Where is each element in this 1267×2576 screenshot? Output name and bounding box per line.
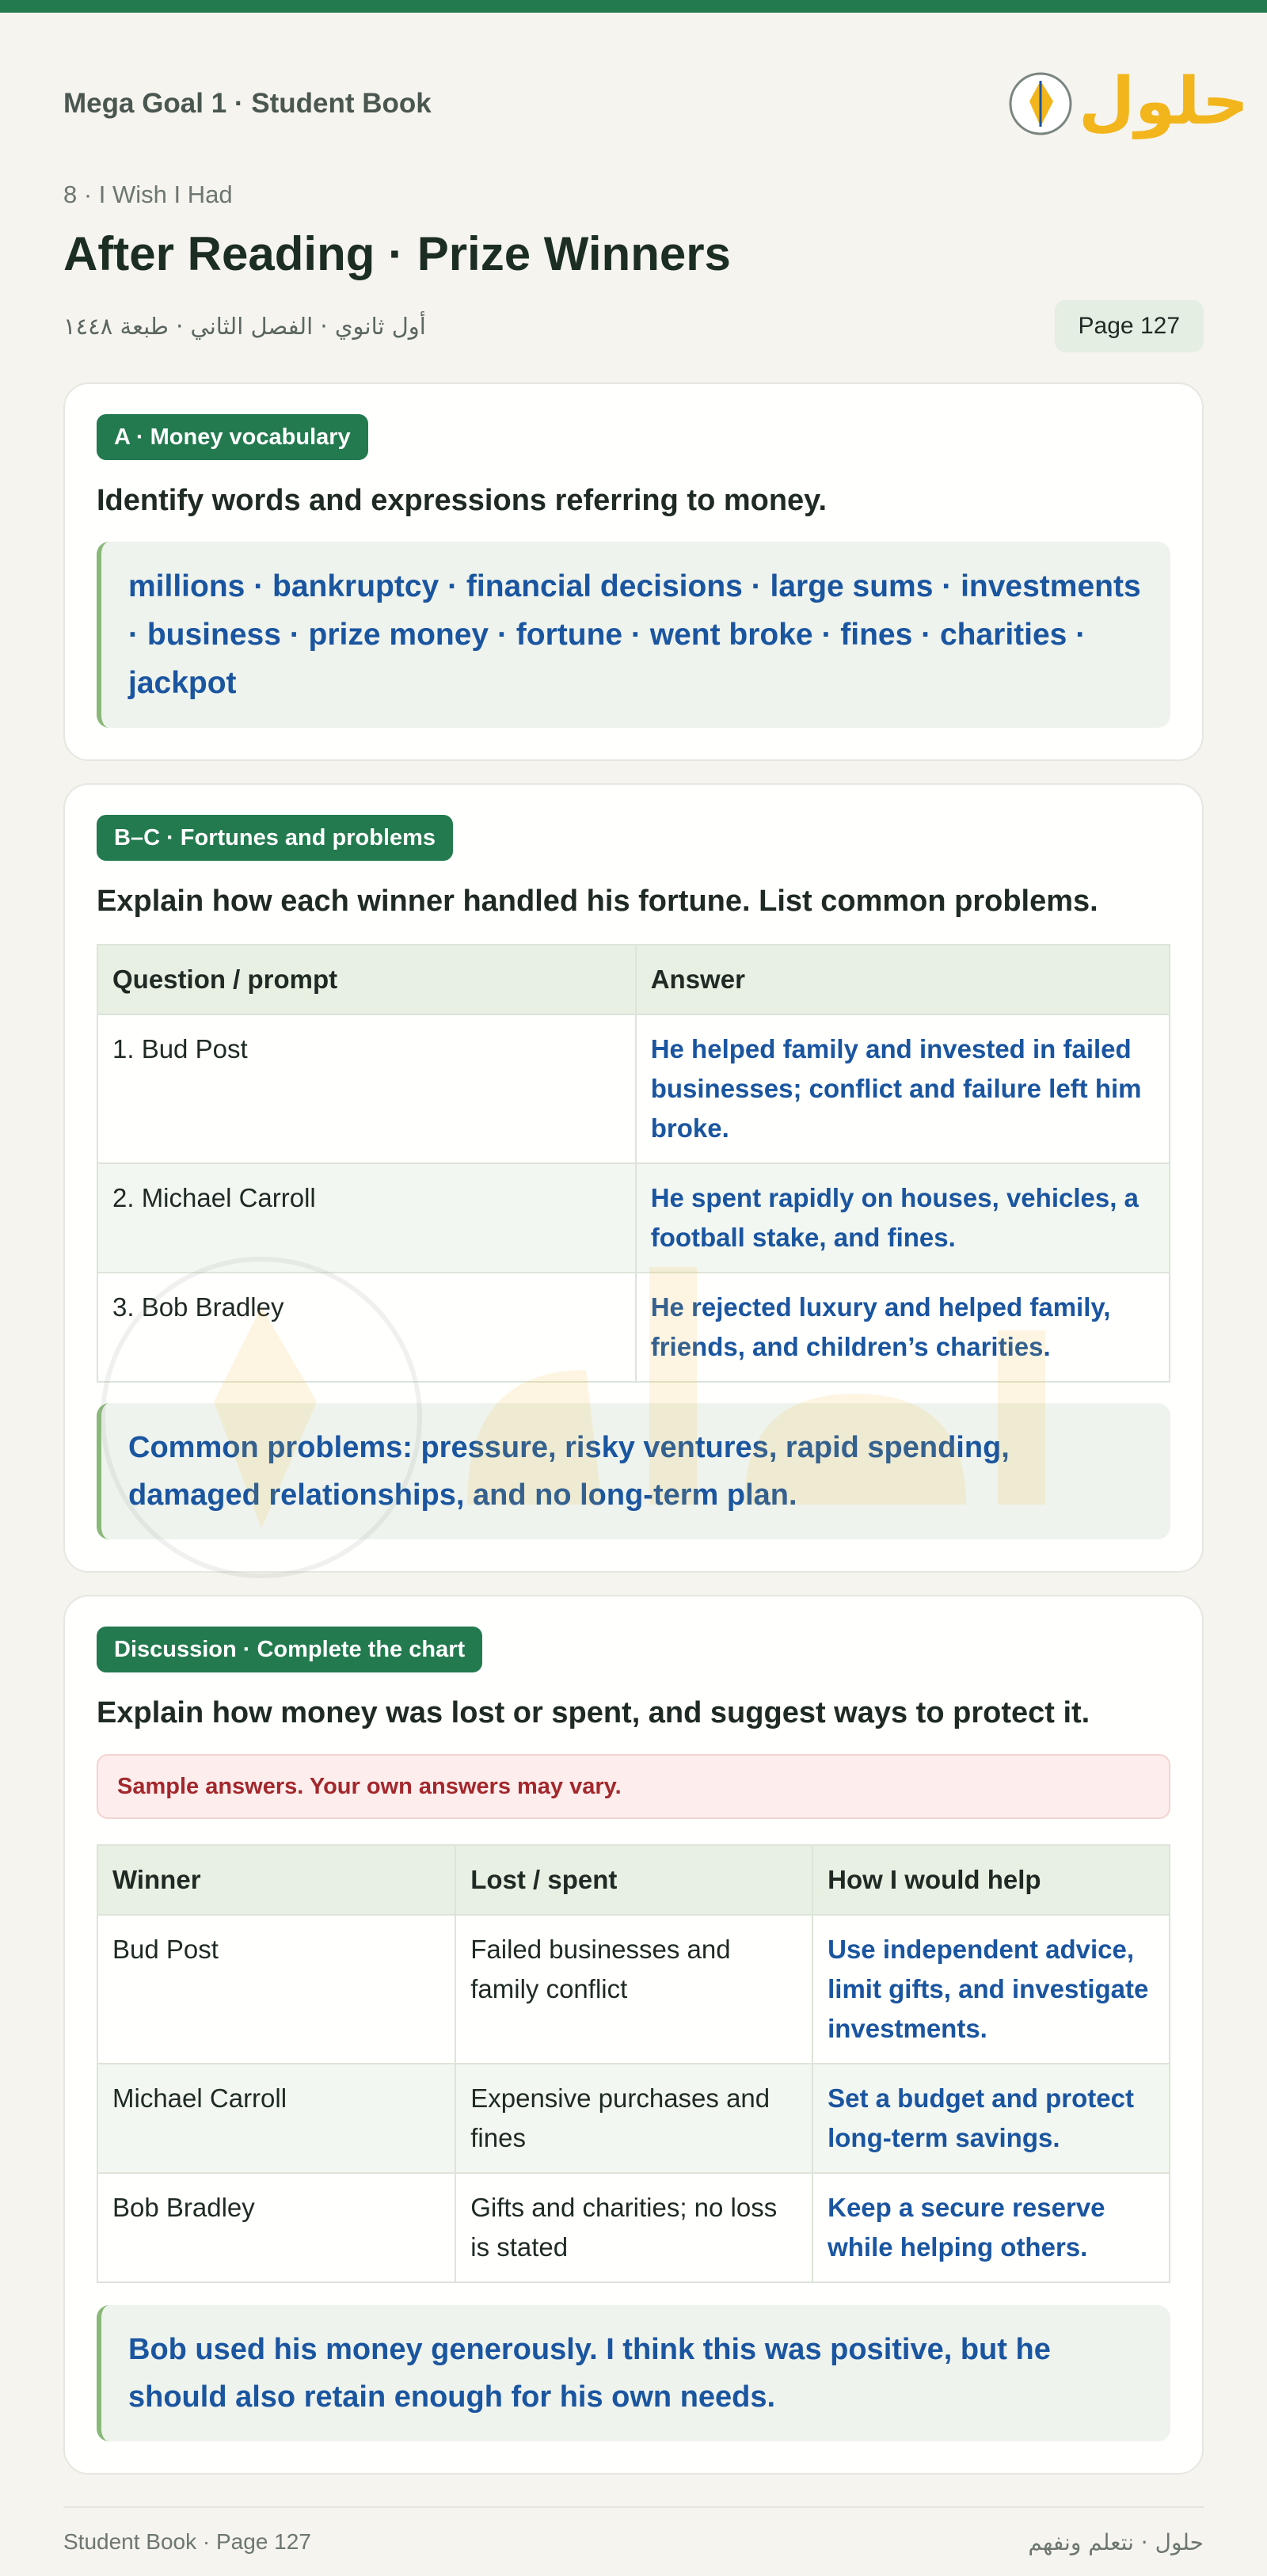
column-header: Winner xyxy=(97,1845,455,1915)
sample-answers-note: Sample answers. Your own answers may vary. xyxy=(97,1754,1170,1819)
fortunes-table xyxy=(97,944,1170,1383)
page-content xyxy=(0,55,1267,2576)
prompt-cell: 3. Bob Bradley xyxy=(97,1273,636,1382)
column-header: Question / prompt xyxy=(97,945,636,1014)
discussion-chart-table xyxy=(97,1844,1170,2283)
winner-cell: Bob Bradley xyxy=(97,2173,455,2282)
lost-cell: Failed businesses and family conflict xyxy=(455,1915,812,2064)
unit-line: 8 · I Wish I Had xyxy=(63,181,233,208)
table-header-row xyxy=(97,1845,1170,1915)
lost-cell: Gifts and charities; no loss is stated xyxy=(455,2173,812,2282)
table-row xyxy=(97,1273,1170,1382)
footer-brand-tagline: حلول · نتعلم ونفهم xyxy=(1028,2528,1204,2555)
table-header-row xyxy=(97,945,1170,1014)
top-accent-bar xyxy=(0,0,1267,13)
discussion-answer: Bob used his money generously. I think this was positive, but he should also retain enough for his own needs. xyxy=(97,2305,1170,2441)
discussion-instruction: Explain how money was lost or spent, and suggest ways to protect it. xyxy=(97,1696,1090,1729)
answer-cell: He spent rapidly on houses, vehicles, a football stake, and fines. xyxy=(636,1163,1170,1273)
prompt-cell: 1. Bud Post xyxy=(97,1014,636,1163)
book-title: Mega Goal 1 · Student Book xyxy=(63,88,432,119)
answer-cell: He rejected luxury and helped family, friends, and children’s charities. xyxy=(636,1273,1170,1382)
page-title: After Reading · Prize Winners xyxy=(63,227,731,280)
section-bc-instruction: Explain how each winner handled his fortune. List common problems. xyxy=(97,885,1098,918)
table-row xyxy=(97,1915,1170,2064)
logo-text: حلول xyxy=(1079,64,1250,139)
page-number-badge: Page 127 xyxy=(1055,300,1204,352)
section-a-pill: A · Money vocabulary xyxy=(97,414,368,460)
lost-cell: Expensive purchases and fines xyxy=(455,2064,812,2173)
table-row xyxy=(97,2173,1170,2282)
common-problems-answer: Common problems: pressure, risky ventures, rapid spending, damaged relationships, and no long-term plan. xyxy=(97,1403,1170,1539)
page-header xyxy=(63,55,1250,152)
help-cell: Keep a secure reserve while helping others. xyxy=(812,2173,1170,2282)
column-header: How I would help xyxy=(812,1845,1170,1915)
section-a-instruction: Identify words and expressions referring to money. xyxy=(97,484,828,517)
section-bc-card xyxy=(63,783,1204,1573)
column-header: Lost / spent xyxy=(455,1845,812,1915)
page-footer xyxy=(63,2508,1204,2576)
answer-cell: He helped family and invested in failed businesses; conflict and failure left him broke. xyxy=(636,1014,1170,1163)
winner-cell: Michael Carroll xyxy=(97,2064,455,2173)
section-bc-pill: B–C · Fortunes and problems xyxy=(97,815,453,861)
grade-term-edition: أول ثانوي · الفصل الثاني · طبعة ١٤٤٨ xyxy=(63,313,426,340)
help-cell: Use independent advice, limit gifts, and investigate investments. xyxy=(812,1915,1170,2064)
winner-cell: Bud Post xyxy=(97,1915,455,2064)
discussion-pill: Discussion · Complete the chart xyxy=(97,1627,482,1672)
section-a-card xyxy=(63,382,1204,761)
footer-page-label: Student Book · Page 127 xyxy=(63,2529,311,2554)
discussion-card xyxy=(63,1595,1204,2475)
prompt-cell: 2. Michael Carroll xyxy=(97,1163,636,1273)
table-row xyxy=(97,2064,1170,2173)
meta-row xyxy=(63,299,1204,354)
help-cell: Set a budget and protect long-term savings. xyxy=(812,2064,1170,2173)
table-row xyxy=(97,1014,1170,1163)
section-a-answer: millions · bankruptcy · financial decisions · large sums · investments · business · prize money · fortune · went broke · fines · charities · jackpot xyxy=(97,542,1170,728)
column-header: Answer xyxy=(636,945,1170,1014)
table-row xyxy=(97,1163,1170,1273)
brand-logo xyxy=(1006,55,1250,152)
